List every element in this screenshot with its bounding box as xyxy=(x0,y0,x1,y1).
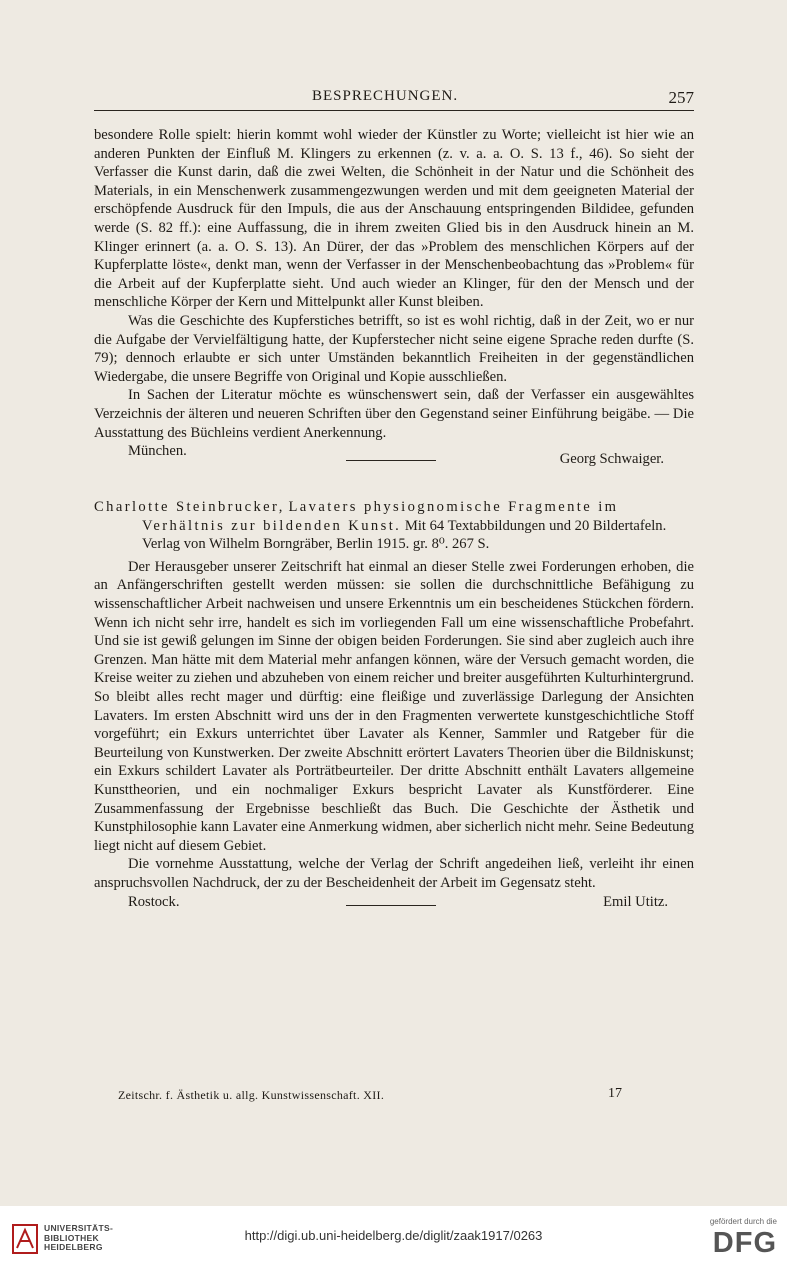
page-footer xyxy=(118,1088,638,1108)
paragraph: Die vornehme Ausstattung, welche der Verlag der Schrift angedeihen ließ, verleiht ihr einen anspruchsvollen Nachdruck, der zu der Bescheidenheit der Arbeit im Gegensatz steht. xyxy=(94,856,694,891)
review-2-paragraphs xyxy=(94,558,694,893)
running-title: BESPRECHUNGEN. xyxy=(312,88,459,104)
review-1-paragraphs xyxy=(94,126,694,442)
separator-rule-1 xyxy=(346,460,436,461)
footer-journal: Zeitschr. f. Ästhetik u. allg. Kunstwissenschaft. XII. xyxy=(118,1088,385,1102)
signature-2 xyxy=(94,893,694,919)
paragraph: besondere Rolle spielt: hierin kommt wohl wieder der Künstler zu Worte; vielleicht ist hier wie an anderen Punkten der Einfluß M. Klingers zu erkennen (z. v. a. a. O. S. 13 f., 46). So sieht der Verfasser die Kunst darin, daß die zwei Welten, die Schönheit in der Natur und die Schönheit des Materials, in ein Menschenwerk zusammengezwungen werden und mit dem geeigneten Material der erschöpfende Ausdruck für den Impuls, die aus der Anschauung entspringenden Bildidee, gefunden werde (S. 82 ff.): eine Auffassung, die in ihrem zweiten Glied bis in den Ausdruck hinein an M. Klinger erinnert (a. a. O. S. 13). An Dürer, der das »Problem des menschlichen Körpers auf der Kupferplatte löste«, denkt man, wenn der Verfasser in der Menschenbeobachtung das »Problem« für die Arbeit auf der Kupferplatte sieht. Und auch wieder an Klinger, für den der Mensch und der menschliche Körper der Kern und Mittelpunkt aller Kunst bleiben. xyxy=(94,127,694,311)
signature-2-place: Rostock. xyxy=(128,893,180,910)
library-name-line-1: UNIVERSITÄTS- xyxy=(44,1223,114,1233)
signature-1-place: München. xyxy=(128,443,187,460)
page-url-link[interactable]: http://digi.ub.uni-heidelberg.de/diglit/zaak1917/0263 xyxy=(244,1228,543,1243)
header-rule xyxy=(94,110,694,111)
paragraph: In Sachen der Literatur möchte es wünschenswert sein, daß der Verfasser ein ausgewähltes Verzeichnis der älteren und neueren Schriften über den Gegenstand seiner Einführung beigäbe. — Die Ausstattung des Büchleins verdient Anerkennung. xyxy=(94,387,694,441)
signature-1 xyxy=(94,442,694,468)
paragraph: Was die Geschichte des Kupferstiches betrifft, so ist es wohl richtig, daß in der Zeit, wo er nur die Aufgabe der Vervielfältigung hatte, der Kupferstecher nicht seine eigene Sprache reden durfte (S. 79); dennoch erlaubte er sich unter Umständen bekanntlich Freiheiten in der gegenständlichen Wiedergabe, die unsere Begriffe von Original und Kopie ausschließen. xyxy=(94,312,694,385)
library-name-line-2: BIBLIOTHEK xyxy=(44,1232,99,1243)
review-2-heading xyxy=(94,498,694,554)
page-number: 257 xyxy=(668,88,694,107)
paragraph: Der Herausgeber unserer Zeitschrift hat einmal an dieser Stelle zwei Forderungen erhoben, die an Anfängerschriften gestellt werden müssen: sie sollen die durchschnittliche Befähigung zu wissenschaftlicher Arbeit nachweisen und unsere Erkenntnis um ein bescheidenes Stückchen fördern. Wenn ich nicht sehr irre, handelt es sich im vorliegenden Fall um eine wissenschaftliche Probefahrt. Und sie ist gewiß gelungen im Sinne der obigen beiden Forderungen. Sie sind aber zugleich auch ihre Grenzen. Man hätte mit dem Material mehr anfangen können, wäre der Versuch gemacht worden, die Kreise weiter zu ziehen und abzuheben von einem reicher und breiter ausgeführten Kulturhintergrund. So bleibt alles recht mager und dürftig: eine fleißige und zuverlässige Darlegung der Ansichten Lavaters. Im ersten Abschnitt wird uns der in den Fragmenten verwertete kunstgeschichtliche Stoff vorgeführt; ein Exkurs unterrichtet über Lavater als Kenner, Sammler und Ratgeber für die Beurteilung von Kunstwerken. Der zweite Abschnitt erörtert Lavaters Theorien über die Bildniskunst; ein Exkurs schildert Lavater als Porträtbeurteiler. Der dritte Abschnitt enthält Lavaters allgemeine Kunsttheorien, und ein nochmaliger Exkurs bespricht Lavater als Kunstförderer. Eine Zusammenfassung der Ergebnisse beschließt das Buch. Die Geschichte der Ästhetik und Kunstphilosophie kann Lavater eine Anmerkung widmen, aber sicherlich nicht mehr. Seine Bedeutung liegt nicht auf diesem Gebiet. xyxy=(94,558,694,854)
review-2-details: Mit 64 Textabbildungen und 20 Bildertafeln. Verlag von Wilhelm Borngräber, Berlin 1915. gr. 8⁰. 267 S. xyxy=(142,517,667,553)
funded-by-label: gefördert durch die xyxy=(709,1217,777,1226)
footer-sheet-number: 17 xyxy=(608,1086,622,1101)
library-name-line-3: HEIDELBERG xyxy=(44,1242,103,1252)
separator-rule-2 xyxy=(346,905,436,906)
review-2-title: Lavaters physiognomische Fragmente im Verhältnis zur bildenden Kunst. xyxy=(142,499,619,534)
dfg-logo[interactable]: DFG xyxy=(712,1227,777,1259)
body-text xyxy=(94,126,694,919)
signature-1-author: Georg Schwaiger. xyxy=(559,451,664,468)
viewer-bar xyxy=(0,1206,787,1266)
signature-2-author: Emil Utitz. xyxy=(603,893,668,910)
page-header xyxy=(94,88,694,114)
review-2-author: Charlotte Steinbrucker, xyxy=(94,499,285,516)
